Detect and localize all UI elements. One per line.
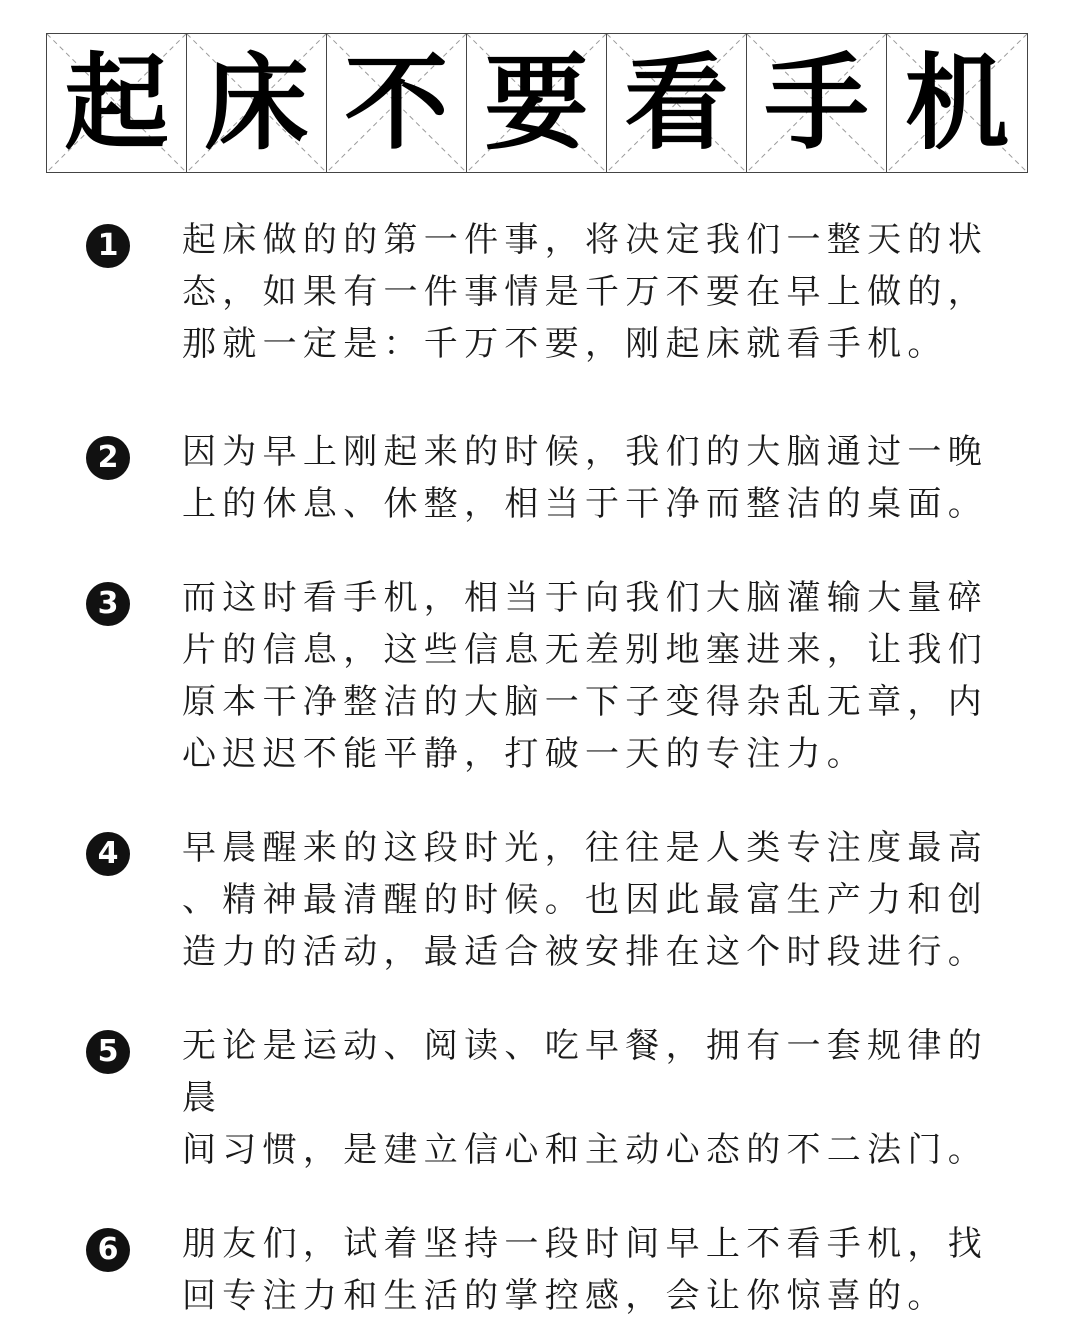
title-cell	[187, 34, 327, 172]
number-badge: 3	[86, 582, 130, 626]
number-badge: 4	[86, 832, 130, 876]
title-cell	[47, 34, 187, 172]
item-text: 而这时看手机，相当于向我们大脑灌输大量碎 片的信息，这些信息无差别地塞进来，让我们 原本干净整洁的大脑一下子变得杂乱无章，内 心迟迟不能平静，打破一天的专注力。	[182, 578, 988, 774]
tips-list	[86, 214, 996, 1322]
title-char: 不	[344, 42, 449, 164]
title-cell	[607, 34, 747, 172]
number-badge: 6	[86, 1228, 130, 1272]
title-char: 起	[64, 42, 169, 164]
title-cell	[747, 34, 887, 172]
item-text: 朋友们，试着坚持一段时间早上不看手机，找 回专注力和生活的掌控感，会让你惊喜的。	[182, 1224, 988, 1316]
title-char: 手	[764, 42, 869, 164]
list-item	[86, 214, 996, 370]
item-text: 起床做的的第一件事，将决定我们一整天的状 态，如果有一件事情是千万不要在早上做的， 那就一定是：千万不要，刚起床就看手机。	[182, 220, 988, 364]
title-char: 机	[904, 42, 1009, 164]
list-item	[86, 1020, 996, 1176]
title-char: 床	[204, 42, 309, 164]
number-badge: 2	[86, 436, 130, 480]
item-text: 因为早上刚起来的时候，我们的大脑通过一晚 上的休息、休整，相当于干净而整洁的桌面。	[182, 432, 988, 524]
list-item	[86, 1218, 996, 1322]
title-cell	[467, 34, 607, 172]
list-item	[86, 426, 996, 530]
title-char: 要	[484, 42, 589, 164]
title-grid	[46, 33, 1028, 173]
title-cell	[327, 34, 467, 172]
item-text: 无论是运动、阅读、吃早餐，拥有一套规律的晨 间习惯，是建立信心和主动心态的不二法门。	[182, 1026, 988, 1170]
number-badge: 5	[86, 1030, 130, 1074]
list-item	[86, 822, 996, 978]
list-item	[86, 572, 996, 780]
number-badge: 1	[86, 224, 130, 268]
title-char: 看	[624, 42, 729, 164]
item-text: 早晨醒来的这段时光，往往是人类专注度最高 、精神最清醒的时候。也因此最富生产力和创 造力的活动，最适合被安排在这个时段进行。	[182, 828, 988, 972]
title-cell	[887, 34, 1027, 172]
